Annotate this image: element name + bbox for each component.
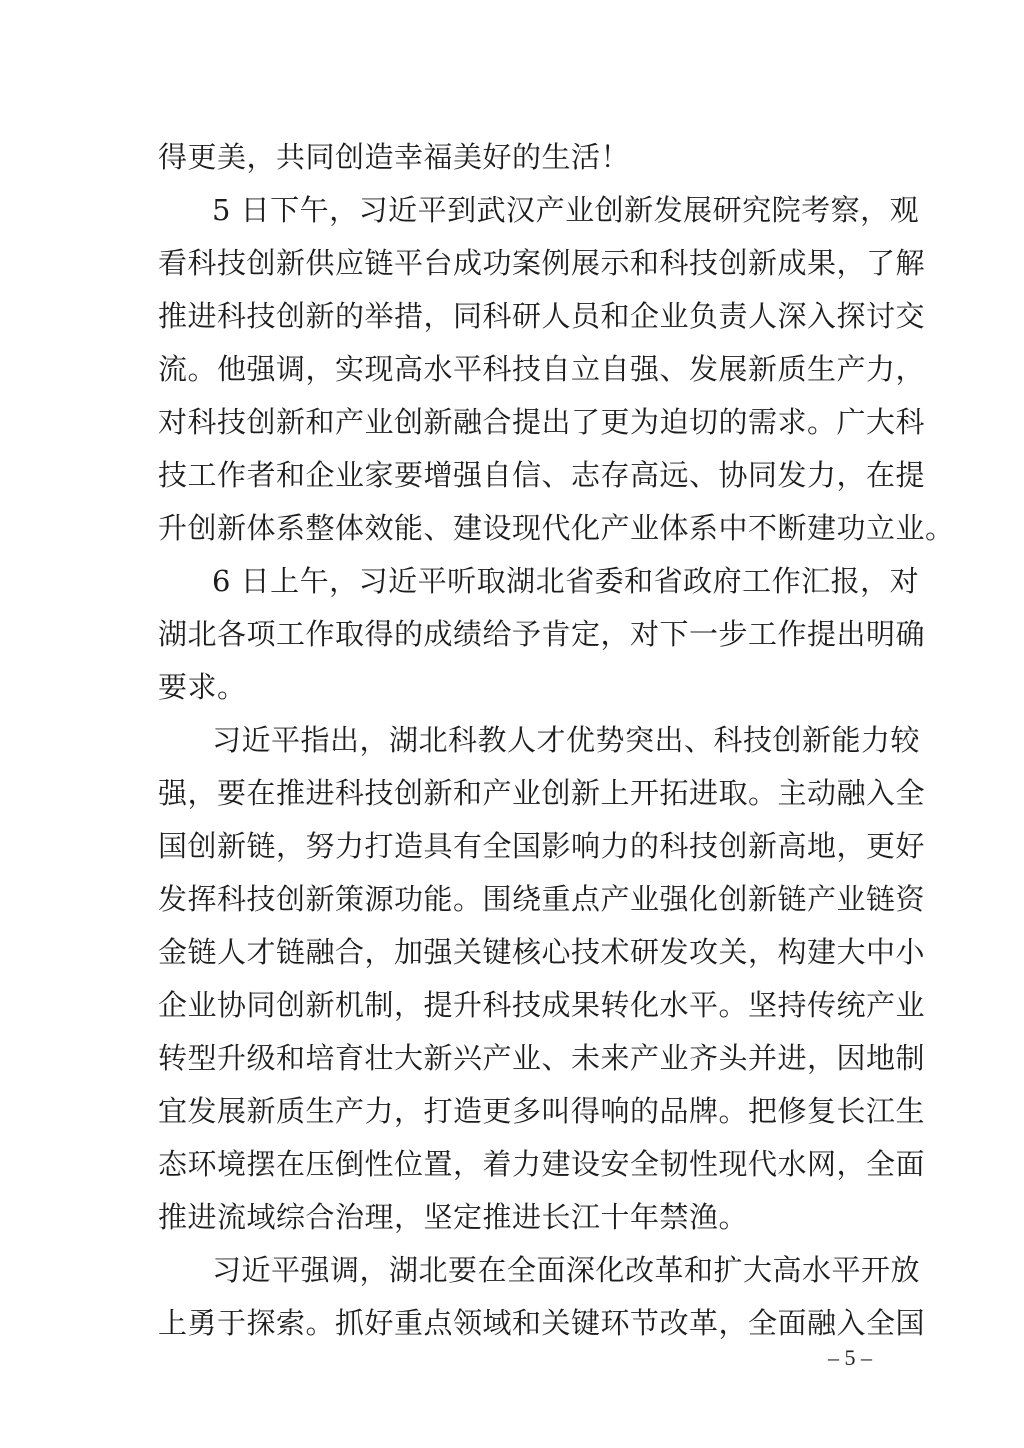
text-line: 得更美，共同创造幸福美好的生活！	[158, 140, 631, 174]
text-line: 发挥科技创新策源功能。围绕重点产业强化创新链产业链资	[158, 882, 926, 916]
text-line: 推进科技创新的举措，同科研人员和企业负责人深入探讨交	[158, 299, 926, 333]
text-line: 国创新链，努力打造具有全国影响力的科技创新高地，更好	[158, 829, 926, 863]
text-line: 湖北各项工作取得的成绩给予肯定，对下一步工作提出明确	[158, 617, 926, 651]
text-line: 对科技创新和产业创新融合提出了更为迫切的需求。广大科	[158, 405, 926, 439]
text-line: 转型升级和培育壮大新兴产业、未来产业齐头并进，因地制	[158, 1041, 926, 1075]
text-line: 上勇于探索。抓好重点领域和关键环节改革，全面融入全国	[158, 1306, 926, 1340]
text-line: 5 日下午，习近平到武汉产业创新发展研究院考察，观	[212, 193, 920, 227]
text-line: 流。他强调，实现高水平科技自立自强、发展新质生产力，	[158, 352, 926, 386]
text-line: 习近平指出，湖北科教人才优势突出、科技创新能力较	[212, 723, 921, 757]
text-line: 习近平强调，湖北要在全面深化改革和扩大高水平开放	[212, 1253, 921, 1287]
text-line: 推进流域综合治理，坚定推进长江十年禁渔。	[158, 1200, 749, 1234]
text-line: 看科技创新供应链平台成功案例展示和科技创新成果，了解	[158, 246, 926, 280]
page-number: – 5 –	[828, 1345, 872, 1370]
text-line: 6 日上午，习近平听取湖北省委和省政府工作汇报，对	[212, 564, 920, 598]
text-line: 升创新体系整体效能、建设现代化产业体系中不断建功立业。	[158, 511, 955, 545]
text-line: 金链人才链融合，加强关键核心技术研发攻关，构建大中小	[158, 935, 926, 969]
text-line: 企业协同创新机制，提升科技成果转化水平。坚持传统产业	[158, 988, 926, 1022]
text-line: 态环境摆在压倒性位置，着力建设安全韧性现代水网，全面	[158, 1147, 926, 1181]
text-line: 宜发展新质生产力，打造更多叫得响的品牌。把修复长江生	[158, 1094, 926, 1128]
text-line: 要求。	[158, 670, 247, 704]
text-line: 技工作者和企业家要增强自信、志存高远、协同发力，在提	[158, 458, 926, 492]
text-line: 强，要在推进科技创新和产业创新上开拓进取。主动融入全	[158, 776, 926, 810]
